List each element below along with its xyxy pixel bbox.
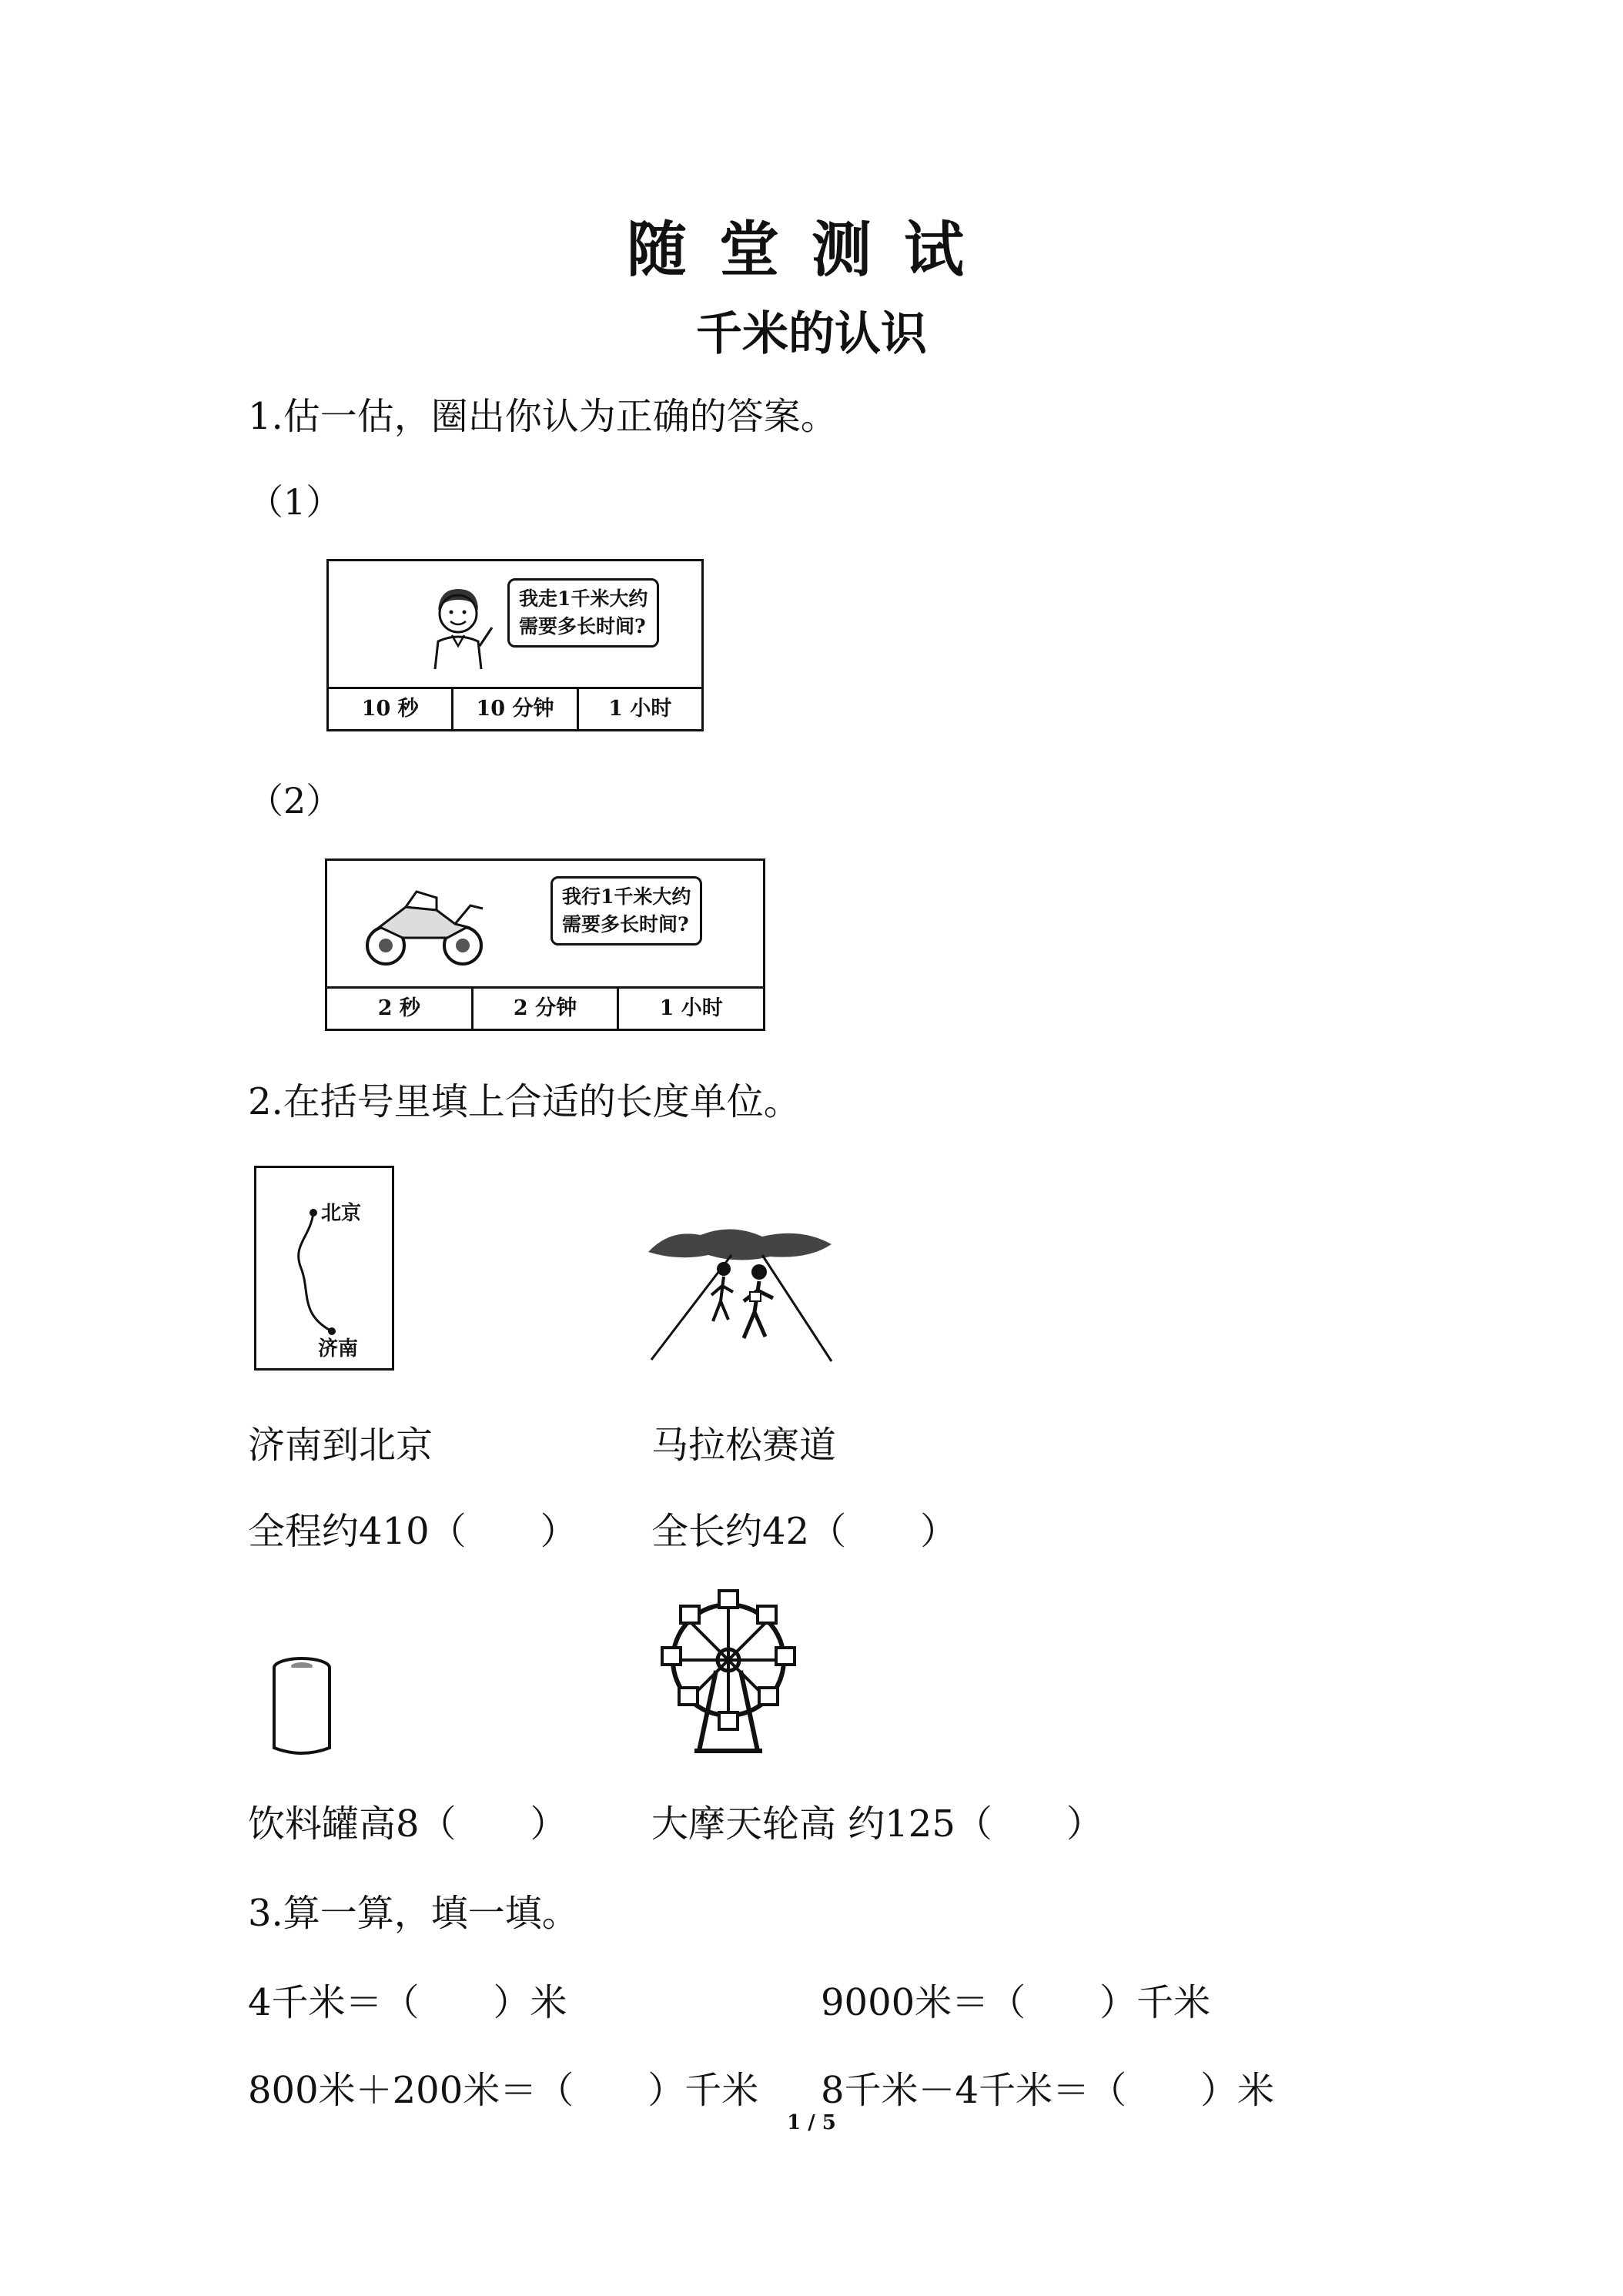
calc-row-1-right: 9000米＝（ ）千米 (821, 1981, 1211, 2024)
item-jinan-beijing-blank: 全程约410（ ） (248, 1510, 577, 1553)
answer-option[interactable]: 10 秒 (361, 697, 419, 721)
item-marathon-title: 马拉松赛道 (651, 1424, 837, 1467)
question-1: 1.估一估，圈出你认为正确的答案。 (248, 395, 838, 438)
question-3: 3.算一算，填一填。 (248, 1892, 579, 1935)
bubble-line-1: 我行1千米大约 (562, 885, 691, 908)
calc-row-1-left: 4千米＝（ ）米 (248, 1981, 567, 2024)
answer-option[interactable]: 2 分钟 (471, 989, 617, 1029)
question-1-part-2-label: （2） (248, 780, 342, 822)
motorcycle-icon (363, 882, 486, 967)
question-1-part-1-card (326, 559, 704, 731)
answer-option[interactable]: 1 小时 (577, 689, 701, 729)
answer-option[interactable]: 10 分钟 (451, 689, 576, 729)
map-city-beijing: 北京 (321, 1202, 362, 1225)
can-icon (266, 1654, 337, 1762)
item-can-blank: 饮料罐高8（ ） (248, 1802, 567, 1846)
boy-icon (415, 581, 500, 670)
speech-bubble (507, 578, 659, 648)
page-subtitle: 千米的认识 (696, 307, 927, 361)
route-map (254, 1166, 394, 1371)
bubble-line-2: 需要多长时间? (562, 913, 689, 935)
answer-options (327, 986, 763, 1029)
calc-row-2-left: 800米＋200米＝（ ）千米 (248, 2069, 759, 2112)
bubble-line-1: 我走1千米大约 (519, 587, 648, 610)
page-number: 1 / 5 (787, 2111, 836, 2134)
map-city-jinan: 济南 (318, 1337, 359, 1361)
question-1-part-1-label: （1） (248, 481, 342, 523)
answer-option[interactable]: 2 秒 (377, 996, 420, 1020)
item-ferris-wheel-blank: 大摩天轮高 约125（ ） (651, 1802, 1103, 1846)
answer-option[interactable]: 1 小时 (617, 989, 763, 1029)
ferris-wheel-icon (651, 1586, 805, 1754)
calc-row-2-right: 8千米－4千米＝（ ）米 (821, 2069, 1275, 2112)
answer-options (329, 687, 701, 729)
item-marathon-blank: 全长约42（ ） (651, 1510, 958, 1553)
bubble-line-2: 需要多长时间? (519, 615, 646, 638)
page-title: 随堂测试 (626, 215, 996, 285)
item-jinan-beijing-title: 济南到北京 (248, 1424, 433, 1467)
question-2: 2.在括号里填上合适的长度单位。 (248, 1080, 801, 1123)
runners-icon (647, 1221, 836, 1367)
speech-bubble (550, 876, 702, 946)
question-1-part-2-card (325, 858, 765, 1031)
